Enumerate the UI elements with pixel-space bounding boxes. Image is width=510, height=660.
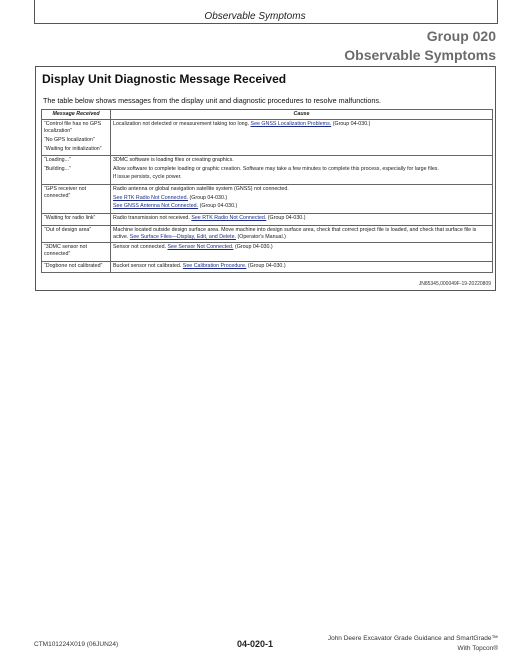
- message-text: “GPS receiver not connected”: [44, 186, 87, 200]
- cause-cell: [111, 120, 493, 156]
- message-cell: [42, 214, 111, 226]
- section-title: Display Unit Diagnostic Message Received: [42, 72, 287, 86]
- message-text: “Building...”: [44, 165, 71, 172]
- cause-text: Allow software to complete loading or graphic creation. Software may take a few minutes to complete this process, especially for large files.: [113, 165, 439, 172]
- message-cell: [42, 261, 111, 273]
- cause-text: Sensor not connected.: [113, 243, 167, 250]
- message-text: “Waiting for initialization”: [44, 145, 102, 152]
- table-row: [42, 185, 493, 214]
- footer-doc-code: CTM101224X019 (06JUN24): [34, 641, 119, 648]
- cause-link[interactable]: See RTK Radio Not Connected.: [113, 194, 188, 201]
- table-row: [42, 214, 493, 226]
- cause-text: If issue persists, cycle power.: [113, 174, 182, 181]
- cause-text: Bucket sensor not calibrated.: [113, 262, 182, 269]
- cause-text: 3DMC software is loading files or creating graphics.: [113, 157, 234, 164]
- message-cell: [42, 120, 111, 156]
- message-text: “Waiting for radio link”: [44, 215, 96, 222]
- cause-suffix: (Group 04-030.): [189, 194, 228, 201]
- table-row: [42, 225, 493, 242]
- reference-code: JN85345,000049F-19-20220809: [418, 281, 491, 287]
- message-cell: [42, 225, 111, 242]
- cause-cell: [111, 156, 493, 185]
- message-text: “No GPS localization”: [44, 136, 95, 143]
- cause-suffix: (Group 04-030.): [234, 243, 273, 250]
- table-row: [42, 261, 493, 273]
- cause-suffix: (Operator's Manual.): [237, 233, 286, 240]
- message-text: “Control file has no GPS localization”: [44, 121, 102, 135]
- cause-cell: [111, 214, 493, 226]
- cause-link[interactable]: See GNSS Localization Problems.: [250, 121, 332, 128]
- running-head: Observable Symptoms: [204, 11, 306, 22]
- cause-suffix: (Group 04-030.): [247, 262, 286, 269]
- table-row: [42, 120, 493, 156]
- group-title: Observable Symptoms: [344, 47, 496, 63]
- message-text: “Out of design area”: [44, 226, 92, 233]
- header-rule: [34, 23, 498, 24]
- cause-link[interactable]: See Calibration Procedure.: [182, 262, 247, 269]
- cause-link-line: [113, 195, 490, 202]
- cause-cell: [111, 242, 493, 261]
- cause-link[interactable]: See Surface Files—Display, Edit, and Delete.: [129, 233, 236, 240]
- message-cell: [42, 156, 111, 185]
- cause-cell: [111, 185, 493, 214]
- footer-manual-subtitle: With Topcon®: [457, 645, 498, 652]
- footer-manual-title: John Deere Excavator Grade Guidance and SmartGrade™: [327, 635, 498, 642]
- cause-text: Localization not detected or measurement taking too long.: [113, 121, 250, 128]
- cause-text: Machine located outside design surface area. Move machine into design surface area, check that correct project file is loaded, and check that surface file is active.: [113, 226, 477, 240]
- col-header-cause: Cause: [111, 110, 493, 120]
- message-text: “3DMC sensor not connected”: [44, 243, 87, 258]
- col-header-message: Message Received: [42, 110, 111, 120]
- cause-text: Radio antenna or global navigation satellite system (GNSS) not connected.: [113, 186, 289, 193]
- message-table: [41, 109, 493, 273]
- group-number: Group 020: [426, 28, 496, 44]
- cause-link-line: [113, 203, 490, 210]
- diagnostic-section: [35, 66, 496, 291]
- cause-suffix: (Group 04-030.): [332, 121, 371, 128]
- message-text: “Dogbone not calibrated”: [44, 262, 103, 269]
- table-row: [42, 156, 493, 185]
- cause-link[interactable]: See GNSS Antenna Not Connected.: [113, 203, 199, 210]
- message-text: “Loading...”: [44, 157, 71, 164]
- table-row: [42, 242, 493, 261]
- cause-cell: [111, 261, 493, 273]
- cause-link[interactable]: See Sensor Not Connected.: [167, 243, 234, 250]
- table-header-row: [42, 110, 493, 120]
- message-cell: [42, 242, 111, 261]
- cause-suffix: (Group 04-030.): [199, 203, 238, 210]
- cause-link[interactable]: See RTK Radio Not Connected.: [191, 215, 267, 222]
- cause-text: Radio transmission not received.: [113, 215, 190, 222]
- intro-text: The table below shows messages from the display unit and diagnostic procedures to resolve malfunctions.: [43, 96, 381, 105]
- footer-page-number: 04-020-1: [237, 639, 274, 649]
- cause-cell: [111, 225, 493, 242]
- cause-suffix: (Group 04-030.): [267, 215, 306, 222]
- message-cell: [42, 185, 111, 214]
